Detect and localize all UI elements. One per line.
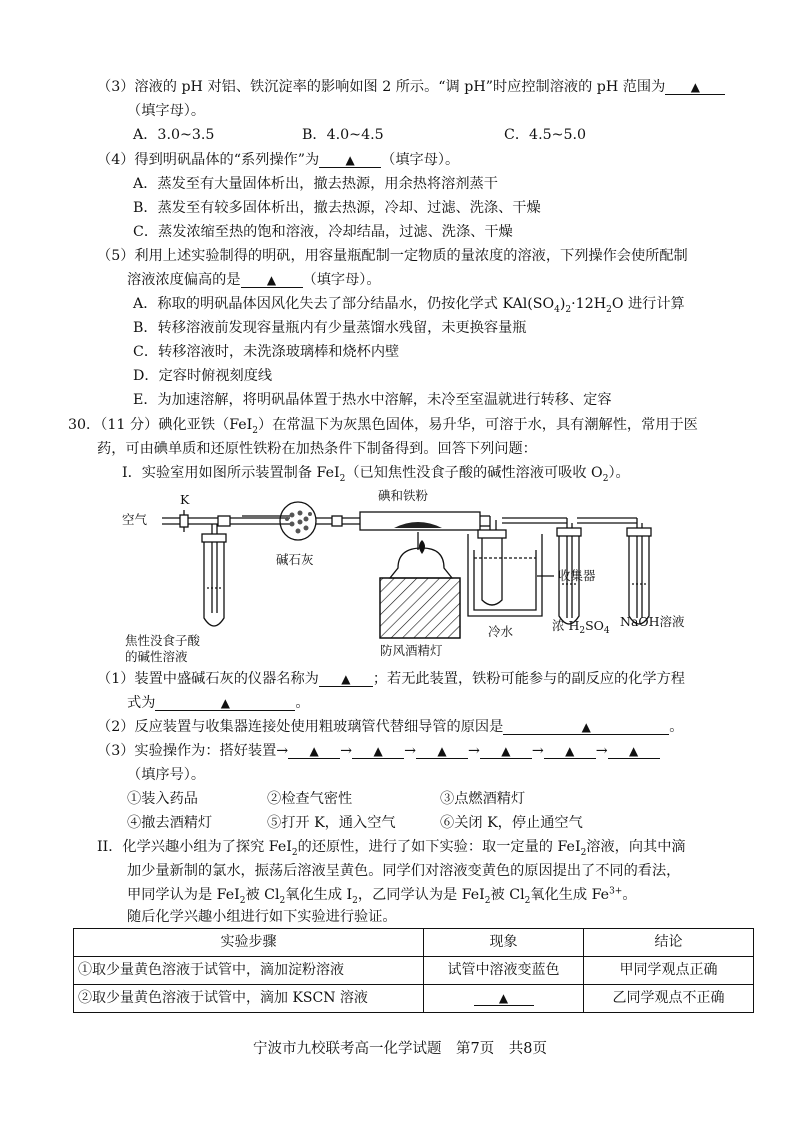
pyrogallol-label-2: 的碱性溶液: [125, 649, 188, 664]
q4-stem: （4）得到明矾晶体的“系列操作”为 ▲ （填字母）。: [97, 152, 460, 168]
iodine-iron-label: 碘和铁粉: [378, 488, 429, 503]
table-cell-phenomenon: 试管中溶液变蓝色: [424, 957, 584, 985]
q3-option-c: C．4.5~5.0: [504, 127, 587, 143]
answer-blank[interactable]: ▲: [352, 744, 404, 759]
subq-3: （3）实验操作为：搭好装置→ ▲ → ▲ → ▲ → ▲ → ▲ → ▲: [97, 744, 660, 760]
q4-option-a: A．蒸发至有大量固体析出，撤去热源，用余热将溶剂蒸干: [133, 176, 498, 192]
part2-line4: 随后化学兴趣小组进行如下实验进行验证。: [127, 909, 397, 925]
air-label: 空气: [122, 512, 148, 527]
answer-blank[interactable]: ▲: [319, 153, 381, 168]
table-header: 结论: [584, 929, 754, 957]
q4-option-b: B．蒸发至有较多固体析出，撤去热源，冷却、过滤、洗涤、干燥: [133, 200, 541, 216]
answer-blank[interactable]: ▲: [503, 720, 669, 735]
q30-intro: 30．（11 分）碘化亚铁（FeI$_2$）在常温下为灰黑色固体，易升华，可溶于水，具有潮解性，常用于医: [68, 417, 698, 436]
lamp-label: 防风酒精灯: [380, 643, 443, 658]
table-header: 现象: [424, 929, 584, 957]
q3-option-a: A．3.0~3.5: [133, 127, 215, 143]
q3-hint: （填字母）。: [127, 103, 206, 119]
step-2: ②检查气密性: [267, 791, 353, 807]
q5-option-a: A．称取的明矾晶体因风化失去了部分结晶水，仍按化学式 $KAl(SO_4)_2\cdot 12H_2O$ 进行计算: [133, 296, 685, 315]
subq-2: （2）反应装置与收集器连接处使用粗玻璃管代替细导管的原因是 ▲ 。: [97, 719, 684, 735]
q5-option-e: E．为加速溶解，将明矾晶体置于热水中溶解，未冷至室温就进行转移、定容: [133, 392, 612, 408]
table-cell-phenomenon[interactable]: [424, 985, 584, 1013]
q4-option-c: C．蒸发浓缩至热的饱和溶液，冷却结晶，过滤、洗涤、干燥: [133, 224, 513, 240]
subq-1-line2: 式为 ▲ 。: [127, 695, 310, 711]
subq-3-hint: （填序号）。: [127, 767, 206, 783]
q30-intro-2: 药，可由碘单质和还原性铁粉在加热条件下制备得到。回答下列问题：: [97, 441, 537, 457]
soda-lime-label: 碱石灰: [276, 552, 314, 567]
experiment-table: [73, 928, 754, 1013]
q5-stem-2: 溶液浓度偏高的是 ▲ （填字母）。: [127, 272, 381, 288]
step-6: ⑥关闭 K，停止通空气: [440, 815, 583, 831]
page-footer: 宁波市九校联考高一化学试题 第7页 共8页: [253, 1041, 547, 1057]
step-4: ④撤去酒精灯: [127, 815, 213, 831]
q5-option-b: B．转移溶液前发现容量瓶内有少量蒸馏水残留，未更换容量瓶: [133, 320, 527, 336]
table-header-row: [74, 929, 754, 957]
q5-option-d: D．定容时俯视刻度线: [133, 368, 273, 384]
answer-blank[interactable]: ▲: [241, 273, 303, 288]
answer-blank[interactable]: ▲: [155, 696, 295, 711]
answer-blank[interactable]: ▲: [416, 744, 468, 759]
q5-option-c: C．转移溶液时，未洗涤玻璃棒和烧杯内壁: [133, 344, 400, 360]
q3-option-b: B．4.0~4.5: [302, 127, 384, 143]
q30-part1: I．实验室用如图所示装置制备 FeI$_2$（已知焦性没食子酸的碱性溶液可吸收 $O_2$）。: [122, 465, 630, 484]
collector-label: 收集器: [558, 568, 596, 583]
apparatus-diagram: [122, 488, 692, 648]
pyrogallol-label-1: 焦性没食子酸: [125, 633, 201, 648]
part2-line2: 加少量新制的氯水，振荡后溶液呈黄色。同学们对溶液变黄色的原因提出了不同的看法，: [127, 863, 681, 879]
table-row: [74, 985, 754, 1013]
part2-line1: II．化学兴趣小组为了探究 FeI$_2$的还原性，进行了如下实验：取一定量的 FeI$_2$溶液，向其中滴: [97, 839, 686, 858]
table-cell-step: ①取少量黄色溶液于试管中，滴加淀粉溶液: [74, 957, 424, 985]
answer-blank[interactable]: ▲: [480, 744, 532, 759]
table-cell-conclusion: 乙同学观点不正确: [584, 985, 754, 1013]
table-cell-conclusion: 甲同学观点正确: [584, 957, 754, 985]
answer-blank: ▲: [474, 991, 534, 1006]
q3-stem: （3）溶液的 pH 对铝、铁沉淀率的影响如图 2 所示。“调 pH”时应控制溶液的 pH 范围为 ▲: [97, 80, 725, 96]
h2so4-label: 浓 $H_2SO_4$: [552, 618, 610, 636]
valve-k-label: K: [180, 492, 190, 507]
answer-blank[interactable]: ▲: [665, 80, 725, 95]
naoh-label: NaOH溶液: [620, 614, 685, 629]
cold-water-label: 冷水: [488, 624, 514, 639]
q5-stem: （5）利用上述实验制得的明矾，用容量瓶配制一定物质的量浓度的溶液，下列操作会使所配制: [97, 248, 688, 264]
answer-blank[interactable]: ▲: [608, 744, 660, 759]
table-header: 实验步骤: [74, 929, 424, 957]
part2-line3: 甲同学认为是 FeI$_2$被 $Cl_2$氧化生成 $I_2$，乙同学认为是 FeI$_2$被 $Cl_2$氧化生成 $Fe^{3+}$。: [127, 886, 637, 906]
subq-1: （1）装置中盛碱石灰的仪器名称为 ▲ ；若无此装置，铁粉可能参与的副反应的化学方程: [97, 671, 685, 687]
step-5: ⑤打开 K，通入空气: [267, 815, 396, 831]
step-3: ③点燃酒精灯: [440, 791, 526, 807]
answer-blank[interactable]: ▲: [319, 672, 373, 687]
table-row: [74, 957, 754, 985]
answer-blank[interactable]: ▲: [544, 744, 596, 759]
step-1: ①装入药品: [127, 791, 198, 807]
table-cell-step: ②取少量黄色溶液于试管中，滴加 KSCN 溶液: [74, 985, 424, 1013]
answer-blank[interactable]: ▲: [288, 744, 340, 759]
